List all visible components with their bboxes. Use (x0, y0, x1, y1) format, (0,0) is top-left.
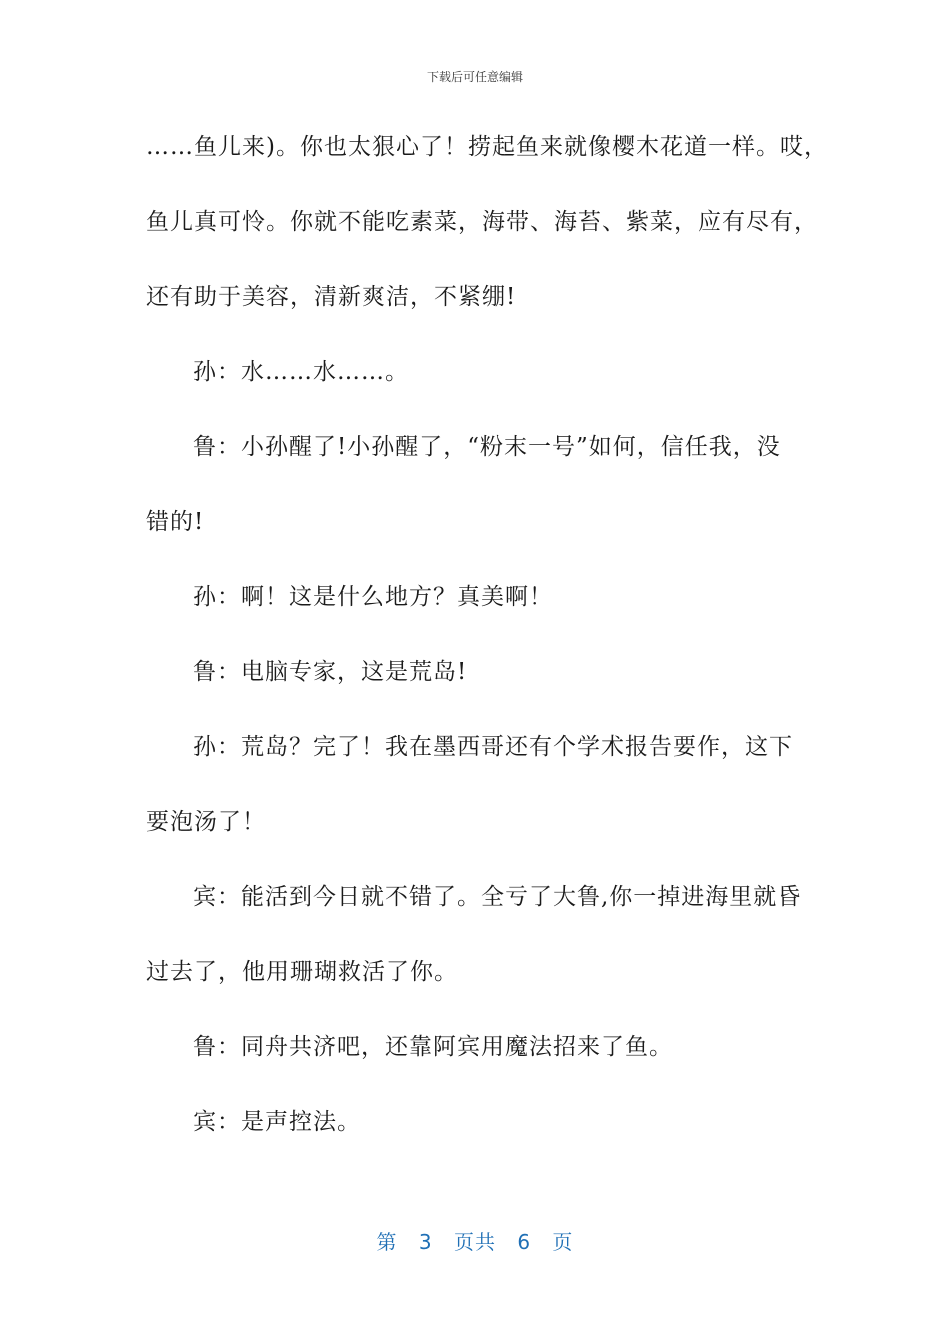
document-body (146, 127, 828, 1177)
text-line: 要泡汤了！ (146, 809, 266, 835)
dialogue-line: 宾：能活到今日就不错了。全亏了大鲁,你一掉进海里就昏 (193, 884, 802, 910)
page-number: 第 3 页共 6 页 (376, 1230, 574, 1254)
dialogue-line: 孙：荒岛？完了！我在墨西哥还有个学术报告要作，这下 (193, 734, 793, 760)
dialogue-line: 孙：啊！这是什么地方？真美啊！ (193, 584, 553, 610)
text-line: 错的! (146, 509, 205, 535)
dialogue-line: 鲁：小孙醒了!小孙醒了，“粉末一号”如何，信任我，没 (193, 434, 781, 460)
text-line: 鱼儿真可怜。你就不能吃素菜，海带、海苔、紫菜，应有尽有， (146, 209, 818, 235)
text-line: ……鱼儿来)。你也太狠心了！捞起鱼来就像樱木花道一样。哎， (146, 134, 828, 160)
text-line: 过去了，他用珊瑚救活了你。 (146, 959, 458, 985)
text-line: 还有助于美容，清新爽洁，不紧绷! (146, 284, 517, 310)
dialogue-line: 孙：水……水……。 (193, 359, 409, 385)
dialogue-line: 鲁：同舟共济吧，还靠阿宾用魔法招来了鱼。 (193, 1034, 673, 1060)
dialogue-line: 鲁：电脑专家，这是荒岛! (193, 659, 468, 685)
dialogue-line: 宾：是声控法。 (193, 1109, 361, 1135)
header-note: 下载后可任意编辑 (426, 70, 523, 84)
